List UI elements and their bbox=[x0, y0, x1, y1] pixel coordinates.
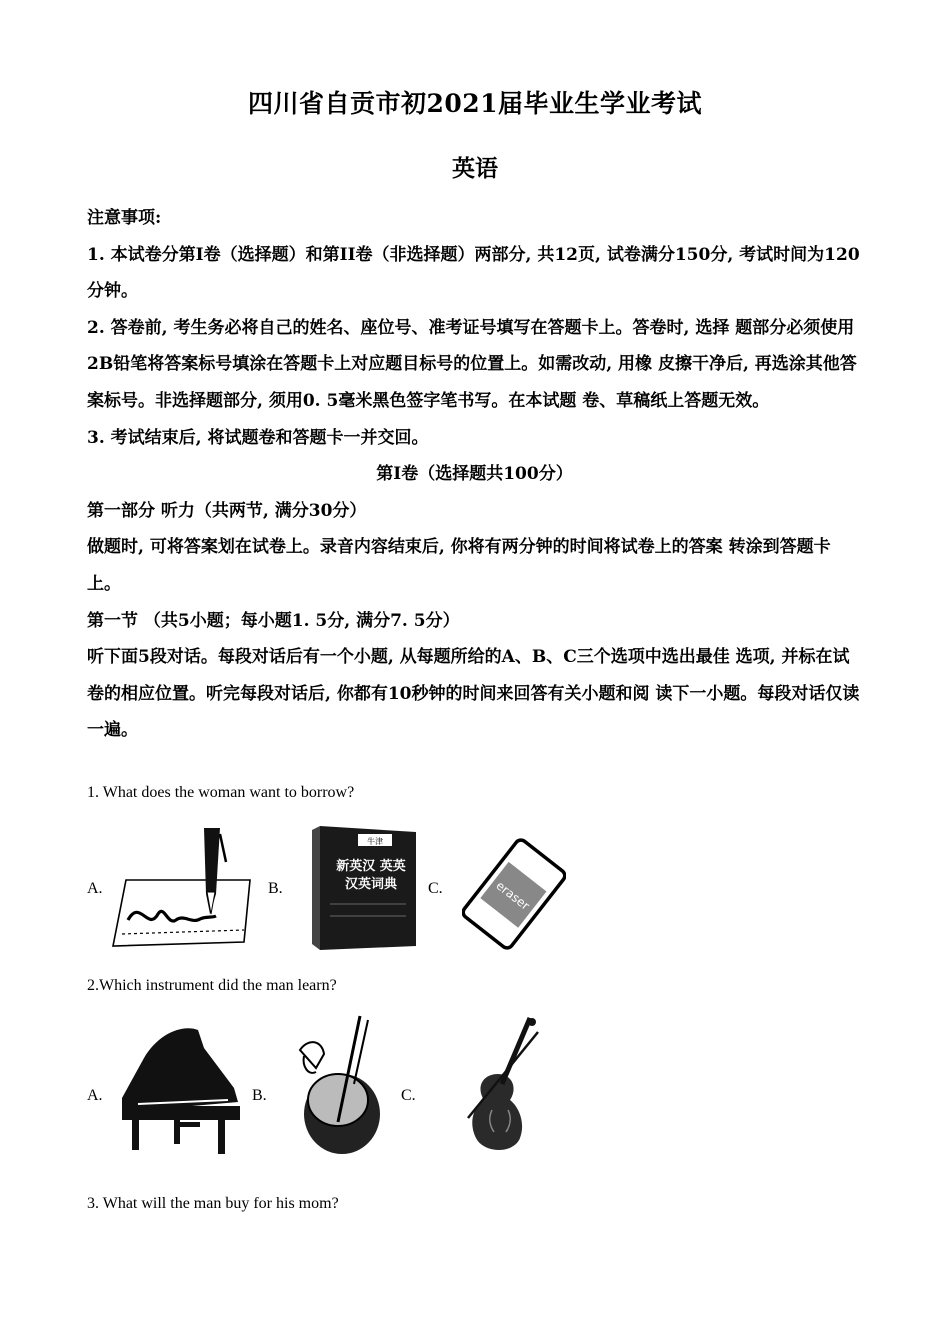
eraser-label: eraser bbox=[493, 878, 533, 913]
q2-option-a-label: A. bbox=[87, 1087, 103, 1104]
section1-title: 第一节 （共5小题；每小题1. 5分, 满分7. 5分） bbox=[87, 610, 460, 631]
q2-option-b-label: B. bbox=[252, 1087, 267, 1104]
dictionary-icon bbox=[310, 824, 422, 952]
part1-title: 第一部分 听力（共两节, 满分30分） bbox=[87, 500, 367, 521]
violin-icon bbox=[454, 1014, 544, 1160]
q2-option-c-label: C. bbox=[401, 1087, 416, 1104]
q1-option-b-label: B. bbox=[268, 880, 283, 897]
piano-icon bbox=[114, 1018, 244, 1158]
drum-icon bbox=[294, 1010, 386, 1160]
section1-instructions: 听下面5段对话。每段对话后有一个小题, 从每题所给的A、B、C三个选项中选出最佳 选项, 并标在试卷的相应位置。听完每段对话后, 你都有10秒钟的时间来回答有关小题和阅 读下一小题。每段对话仅读一遍。 bbox=[87, 647, 860, 741]
dictionary-title-line2: 汉英词典 bbox=[344, 877, 398, 892]
dictionary-title-line1: 新英汉 英英 bbox=[336, 859, 406, 874]
part1-instructions: 做题时, 可将答案划在试卷上。录音内容结束后, 你将有两分钟的时间将试卷上的答案 转涂到答题卡上。 bbox=[87, 537, 831, 594]
notice-item-2: 2. 答卷前, 考生务必将自己的姓名、座位号、准考证号填写在答题卡上。答卷时, 选择 题部分必须使用2B铅笔将答案标号填涂在答题卡上对应题目标号的位置上。如需改动, 用橡 皮擦干净后, 再选涂其他答案标号。非选择题部分, 须用0. 5毫米黑色签字笔书写。在本试题 卷、草稿纸上答题无效。 bbox=[87, 317, 857, 411]
exam-title: 四川省自贡市初2021届毕业生学业考试 bbox=[247, 89, 703, 118]
subject-title: 英语 bbox=[452, 155, 498, 182]
q1-option-c-label: C. bbox=[428, 880, 443, 897]
eraser-icon bbox=[462, 836, 566, 952]
volume-title: 第I卷（选择题共100分） bbox=[376, 464, 573, 485]
question-3-text: 3. What will the man buy for his mom? bbox=[87, 1195, 339, 1212]
notice-item-1: 1. 本试卷分第I卷（选择题）和第II卷（非选择题）两部分, 共12页, 试卷满分150分, 考试时间为120分钟。 bbox=[87, 244, 860, 302]
question-1-text: 1. What does the woman want to borrow? bbox=[87, 784, 355, 801]
notice-heading: 注意事项: bbox=[87, 208, 162, 228]
pen-signature-icon bbox=[108, 822, 258, 952]
dictionary-badge: 牛津 bbox=[367, 837, 383, 846]
notice-item-3: 3. 考试结束后, 将试题卷和答题卡一并交回。 bbox=[87, 427, 429, 448]
instructions-block bbox=[87, 200, 862, 749]
question-2-text: 2.Which instrument did the man learn? bbox=[87, 977, 337, 994]
q1-option-a-label: A. bbox=[87, 880, 103, 897]
